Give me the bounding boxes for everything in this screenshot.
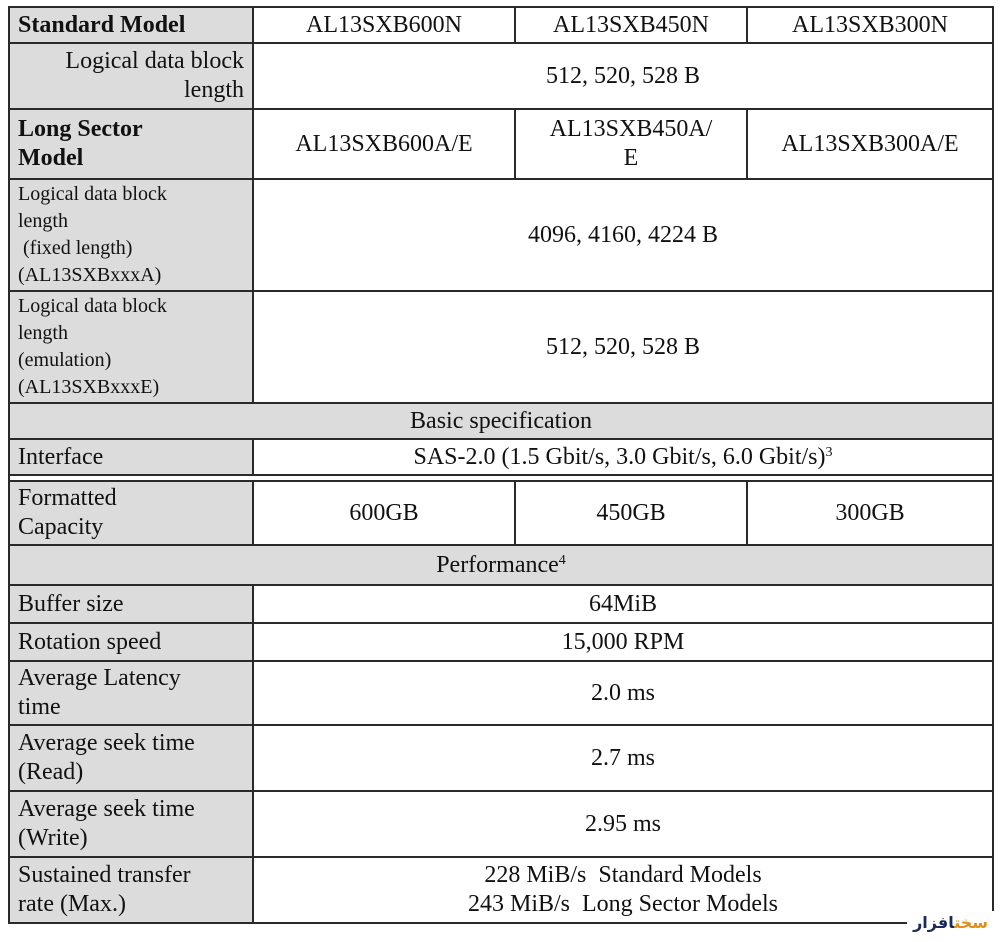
buffer-value: 64MiB xyxy=(253,585,993,623)
seek-write-label-line1: Average seek time xyxy=(18,796,195,822)
rotation-label: Rotation speed xyxy=(9,623,253,661)
interface-footnote: 3 xyxy=(825,444,833,460)
transfer-label xyxy=(9,857,253,923)
long-sector-model-300: AL13SXB300A/E xyxy=(747,109,993,179)
transfer-value-line1: 228 MiB/s Standard Models xyxy=(484,862,762,888)
latency-label-line1: Average Latency xyxy=(18,665,181,691)
interface-value: SAS-2.0 (1.5 Gbit/s, 3.0 Gbit/s, 6.0 Gbit/s) xyxy=(413,443,826,470)
standard-block-label xyxy=(9,43,253,109)
transfer-label-line1: Sustained transfer xyxy=(18,862,191,888)
performance-footnote: 4 xyxy=(558,552,566,568)
emulation-label-line3: (emulation) xyxy=(18,349,112,371)
spec-table xyxy=(8,6,994,924)
standard-model-600: AL13SXB600N xyxy=(253,7,515,43)
fixed-label-line3: (fixed length) xyxy=(18,237,133,259)
seek-read-label xyxy=(9,725,253,791)
rotation-value: 15,000 RPM xyxy=(253,623,993,661)
fixed-length-value: 4096, 4160, 4224 B xyxy=(253,179,993,291)
standard-model-label: Standard Model xyxy=(9,7,253,43)
long-sector-model-600: AL13SXB600A/E xyxy=(253,109,515,179)
watermark-logo xyxy=(907,911,994,934)
buffer-label: Buffer size xyxy=(9,585,253,623)
standard-block-label-line2: length xyxy=(184,77,244,103)
performance-header-row xyxy=(9,545,993,585)
capacity-300: 300GB xyxy=(747,481,993,545)
seek-read-value: 2.7 ms xyxy=(253,725,993,791)
seek-write-value: 2.95 ms xyxy=(253,791,993,857)
capacity-label-line1: Formatted xyxy=(18,485,117,511)
basic-spec-heading: Basic specification xyxy=(9,403,993,439)
latency-label xyxy=(9,661,253,725)
capacity-450: 450GB xyxy=(515,481,747,545)
standard-model-450: AL13SXB450N xyxy=(515,7,747,43)
rotation-row xyxy=(9,623,993,661)
emulation-label-line1: Logical data block xyxy=(18,295,167,317)
latency-value: 2.0 ms xyxy=(253,661,993,725)
long-sector-model-450: AL13SXB450A/ E xyxy=(515,109,747,179)
capacity-label-line2: Capacity xyxy=(18,514,104,540)
transfer-value-line2: 243 MiB/s Long Sector Models xyxy=(468,891,778,917)
long-sector-label-line2: Model xyxy=(18,145,84,171)
seek-read-row xyxy=(9,725,993,791)
performance-heading-cell xyxy=(9,545,993,585)
standard-model-300: AL13SXB300N xyxy=(747,7,993,43)
emulation-label-line4: (AL13SXBxxxE) xyxy=(18,376,160,398)
fixed-label-line1: Logical data block xyxy=(18,183,167,205)
long-sector-model-row xyxy=(9,109,993,179)
seek-write-label xyxy=(9,791,253,857)
watermark-part-a: سخت xyxy=(954,913,988,932)
standard-block-label-line1: Logical data block xyxy=(65,48,244,74)
fixed-label-line2: length xyxy=(18,210,68,232)
latency-row xyxy=(9,661,993,725)
seek-read-label-line1: Average seek time xyxy=(18,730,195,756)
capacity-600: 600GB xyxy=(253,481,515,545)
long-sector-model-label xyxy=(9,109,253,179)
standard-model-row xyxy=(9,7,993,43)
transfer-label-line2: rate (Max.) xyxy=(18,891,126,917)
watermark-part-b: افزار xyxy=(913,913,955,932)
standard-block-row xyxy=(9,43,993,109)
fixed-length-label xyxy=(9,179,253,291)
emulation-value: 512, 520, 528 B xyxy=(253,291,993,403)
basic-spec-header-row xyxy=(9,403,993,439)
buffer-row xyxy=(9,585,993,623)
latency-label-line2: time xyxy=(18,694,61,720)
interface-row xyxy=(9,439,993,475)
fixed-length-row xyxy=(9,179,993,291)
emulation-row xyxy=(9,291,993,403)
transfer-value xyxy=(253,857,993,923)
interface-label: Interface xyxy=(9,439,253,475)
performance-heading: Performance xyxy=(436,551,559,578)
seek-write-row xyxy=(9,791,993,857)
capacity-row xyxy=(9,481,993,545)
interface-value-cell xyxy=(253,439,993,475)
seek-write-label-line2: (Write) xyxy=(18,825,88,851)
transfer-row xyxy=(9,857,993,923)
emulation-label-line2: length xyxy=(18,322,68,344)
standard-block-value: 512, 520, 528 B xyxy=(253,43,993,109)
seek-read-label-line2: (Read) xyxy=(18,759,84,785)
fixed-label-line4: (AL13SXBxxxA) xyxy=(18,264,162,286)
long-sector-label-line1: Long Sector xyxy=(18,116,143,142)
capacity-label xyxy=(9,481,253,545)
emulation-label xyxy=(9,291,253,403)
